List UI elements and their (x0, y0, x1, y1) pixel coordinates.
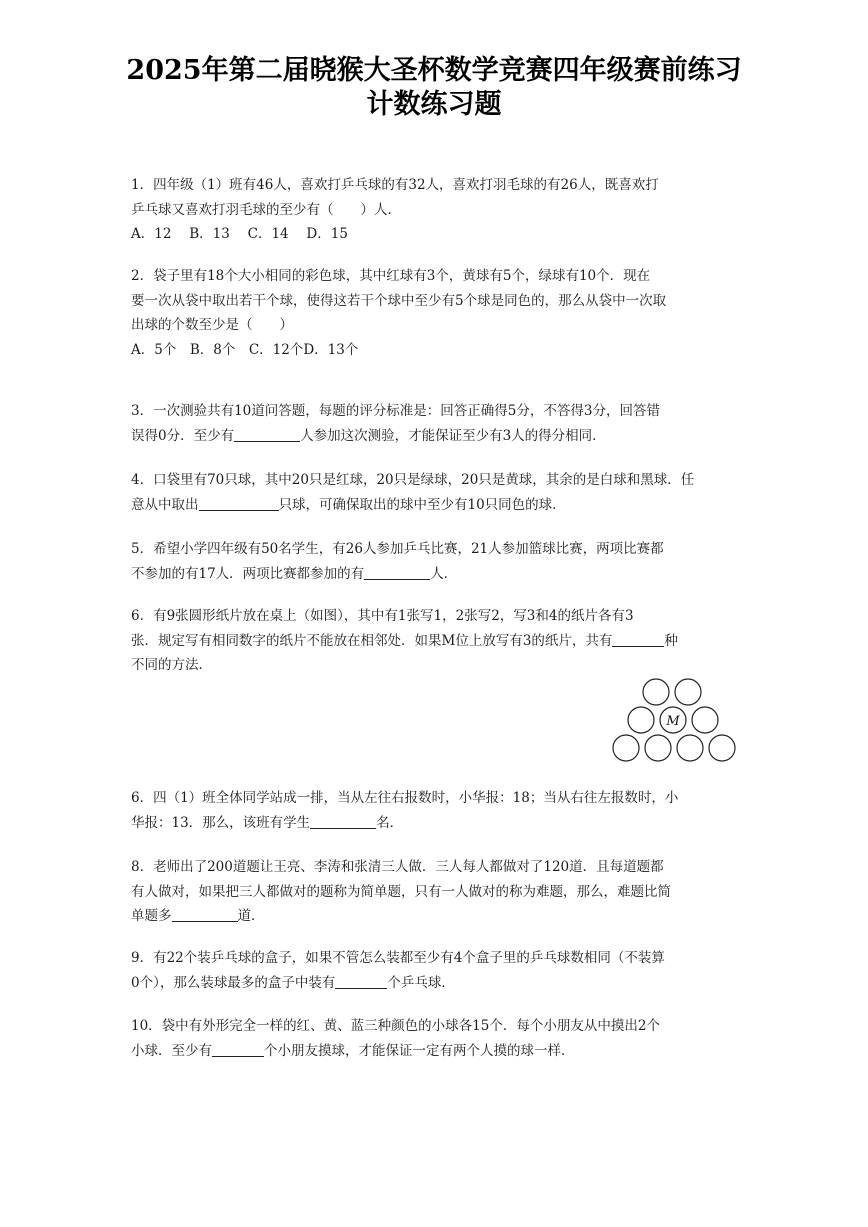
question-1-options: A．12 B．13 C．14 D．15 (131, 226, 348, 242)
circle-card (643, 679, 669, 705)
question-6-line-1: 6．有9张圆形纸片放在桌上（如图），其中有1张写1，2张写2，写3和4的纸片各有3 (131, 608, 634, 624)
answer-blank (612, 632, 664, 647)
question-1 (131, 173, 739, 247)
question-2-line-3: 出球的个数至少是（ ） (131, 317, 293, 333)
question-6-line-2: 张．规定写有相同数字的纸片不能放在相邻处．如果M位上放写有3的纸片，共有 种 (131, 632, 678, 649)
question-6 (131, 604, 739, 678)
question-2 (131, 264, 739, 362)
question-2-options: A．5个 B．8个 C．12个D．13个 (131, 341, 359, 358)
answer-blank (335, 974, 387, 989)
question-6-line-3: 不同的方法． (131, 657, 212, 673)
question-10-line-1: 10．袋中有外形完全一样的红、黄、蓝三种颜色的小球各15个．每个小朋友从中摸出2个 (131, 1018, 660, 1034)
answer-blank (199, 496, 279, 511)
answer-blank (310, 814, 376, 829)
answer-blank (364, 565, 430, 580)
circle-card (645, 735, 671, 761)
circle-card (677, 735, 703, 761)
question-7-line-2: 华报：13．那么，该班有学生 名． (131, 814, 404, 831)
question-8-line-3: 单题多 道． (131, 908, 265, 924)
answer-blank (172, 907, 238, 922)
question-8 (131, 855, 739, 929)
question-9-line-1: 9．有22个装乒乓球的盒子，如果不管怎么装都至少有4个盒子里的乒乓球数相同（不装算 (131, 950, 665, 966)
answer-blank (212, 1042, 264, 1057)
question-4 (131, 468, 739, 517)
question-1-line-2: 乒乓球又喜欢打羽毛球的至少有（ ）人． (131, 201, 401, 218)
question-10-line-2: 小球．至少有 个小朋友摸球，才能保证一定有两个人摸的球一样． (131, 1042, 575, 1059)
question-9-line-2: 0个），那么装球最多的盒子中装有 个乒乓球． (131, 974, 455, 991)
circle-card (675, 679, 701, 705)
page-title: 2025年第二届晓猴大圣杯数学竞赛四年级赛前练习 (126, 55, 742, 86)
question-4-line-2: 意从中取出 只球，可确保取出的球中至少有10只同色的球． (131, 496, 566, 513)
circle-card (628, 707, 654, 733)
question-1-line-1: 1．四年级（1）班有46人，喜欢打乒乓球的有32人，喜欢打羽毛球的有26人，既喜欢打 (131, 177, 659, 193)
question-2-line-2: 要一次从袋中取出若干个球，使得这若干个球中至少有5个球是同色的，那么从袋中一次取 (131, 292, 667, 309)
answer-blank (234, 427, 300, 442)
question-9 (131, 946, 739, 995)
circle-card (709, 735, 735, 761)
question-3-line-2: 误得0分．至少有 人参加这次测验，才能保证至少有3人的得分相同． (131, 427, 606, 444)
question-5-line-2: 不参加的有17人．两项比赛都参加的有 人． (131, 565, 458, 582)
question-7 (131, 786, 739, 835)
question-3 (131, 399, 739, 448)
circle-card (613, 735, 639, 761)
circle-cards-figure (610, 676, 738, 766)
question-4-line-1: 4．口袋里有70只球，其中20只是红球，20只是绿球，20只是黄球，其余的是白球和黑球．任 (131, 472, 695, 488)
circle-card (692, 707, 718, 733)
question-8-line-1: 8．老师出了200道题让王亮、李涛和张清三人做．三人每人都做对了120道．且每道题都 (131, 859, 664, 875)
page-subtitle: 计数练习题 (366, 89, 502, 120)
question-7-line-1: 6．四（1）班全体同学站成一排，当从左往右报数时，小华报：18；当从右往左报数时，小 (131, 790, 679, 806)
circle-label-m: M (666, 714, 680, 729)
question-8-line-2: 有人做对，如果把三人都做对的题称为简单题，只有一人做对的称为难题，那么，难题比简 (131, 883, 671, 900)
question-5-line-1: 5．希望小学四年级有50名学生，有26人参加乒乓比赛，21人参加篮球比赛，两项比赛都 (131, 541, 664, 557)
question-5 (131, 537, 739, 586)
question-10 (131, 1014, 739, 1063)
question-2-line-1: 2．袋子里有18个大小相同的彩色球，其中红球有3个，黄球有5个，绿球有10个．现在 (131, 268, 651, 284)
question-3-line-1: 3．一次测验共有10道问答题，每题的评分标准是：回答正确得5分，不答得3分，回答错 (131, 403, 660, 419)
